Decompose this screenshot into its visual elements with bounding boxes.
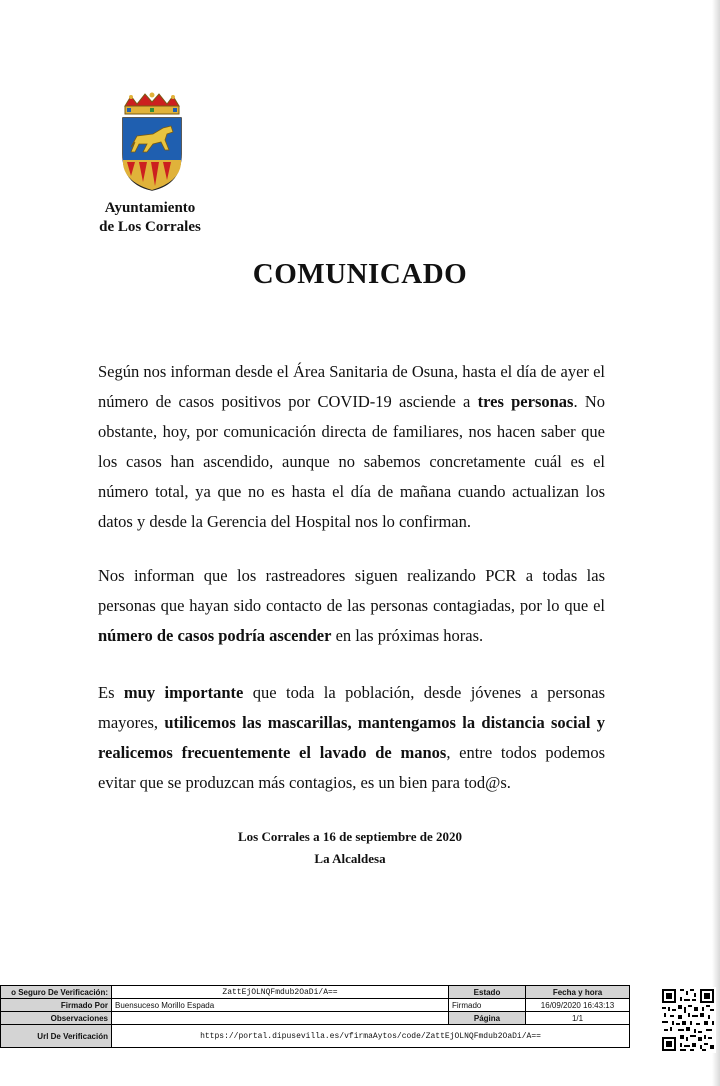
status-header: Estado	[449, 986, 526, 999]
datetime-header: Fecha y hora	[526, 986, 630, 999]
organization-name	[80, 199, 220, 237]
coat-of-arms-icon	[117, 92, 187, 192]
paragraph-2-part-3: en las próximas horas.	[331, 626, 484, 645]
verification-url[interactable]: https://portal.dipusevilla.es/vfirmaAytos/code/ZattEjOLNQFmdub2OaDi/A==	[112, 1025, 630, 1048]
signature-role: La Alcaldesa	[314, 851, 386, 866]
signature-place-date: Los Corrales a 16 de septiembre de 2020	[238, 829, 462, 844]
verification-table	[0, 985, 630, 1048]
table-row	[1, 999, 630, 1012]
verification-code: ZattEjOLNQFmdub2OaDi/A==	[112, 986, 449, 999]
paragraph-3-part-5: , entre todos podemos evitar que se produzcan más contagios, es un bien para tod@s.	[98, 743, 605, 792]
paragraph-1-part-3: . No obstante, hoy, por comunicación directa de familiares, nos hacen saber que los casos han ascendido, aunque no sabemos concretamente cuál es el número total, ya que no es hasta el día de mañana cuando actualizan los datos y desde la Gerencia del Hospital nos lo confirman.	[98, 392, 606, 531]
paragraph-3-part-4: utilicemos las mascarillas, mantengamos la distancia social y realicemos frecuentemente el lavado de manos	[98, 713, 605, 762]
paragraph-1	[98, 357, 605, 537]
observations-label: Observaciones	[1, 1012, 112, 1025]
paragraph-2	[98, 561, 605, 651]
table-row	[1, 986, 630, 999]
document-title: COMUNICADO	[252, 258, 468, 290]
table-row	[1, 1012, 630, 1025]
paragraph-1-part-1: Según nos informan desde el Área Sanitaria de Osuna, hasta el día de ayer el número de casos positivos por COVID-19 asciende a	[98, 362, 605, 411]
signed-by-value: Buensuceso Morillo Espada	[112, 999, 449, 1012]
organization-line-2: de Los Corrales	[99, 219, 201, 235]
verification-code-label: o Seguro De Verificación:	[1, 986, 112, 999]
status-value: Firmado	[449, 999, 526, 1012]
paragraph-3	[98, 678, 605, 798]
organization-line-1: Ayuntamiento	[104, 200, 196, 216]
table-row	[1, 1025, 630, 1048]
observations-value	[112, 1012, 449, 1025]
datetime-value: 16/09/2020 16:43:13	[526, 999, 630, 1012]
paragraph-3-part-3: que toda la población, desde jóvenes a personas mayores,	[98, 683, 605, 732]
url-label: Url De Verificación	[1, 1025, 112, 1048]
page-header: Página	[449, 1012, 526, 1025]
paragraph-3-part-2: muy importante	[123, 683, 244, 702]
page-edge-shadow	[712, 0, 720, 1086]
paragraph-2-part-1: Nos informan que los rastreadores siguen realizando PCR a todas las personas que hayan sido contacto de las personas contagiadas, por lo que el	[98, 566, 605, 615]
paragraph-3-part-1: Es	[98, 683, 124, 702]
signed-by-label: Firmado Por	[1, 999, 112, 1012]
qr-code-icon	[660, 987, 716, 1053]
paragraph-1-part-2: tres personas	[477, 392, 574, 411]
page-value: 1/1	[526, 1012, 630, 1025]
paragraph-2-part-2: número de casos podría ascender	[98, 626, 332, 645]
